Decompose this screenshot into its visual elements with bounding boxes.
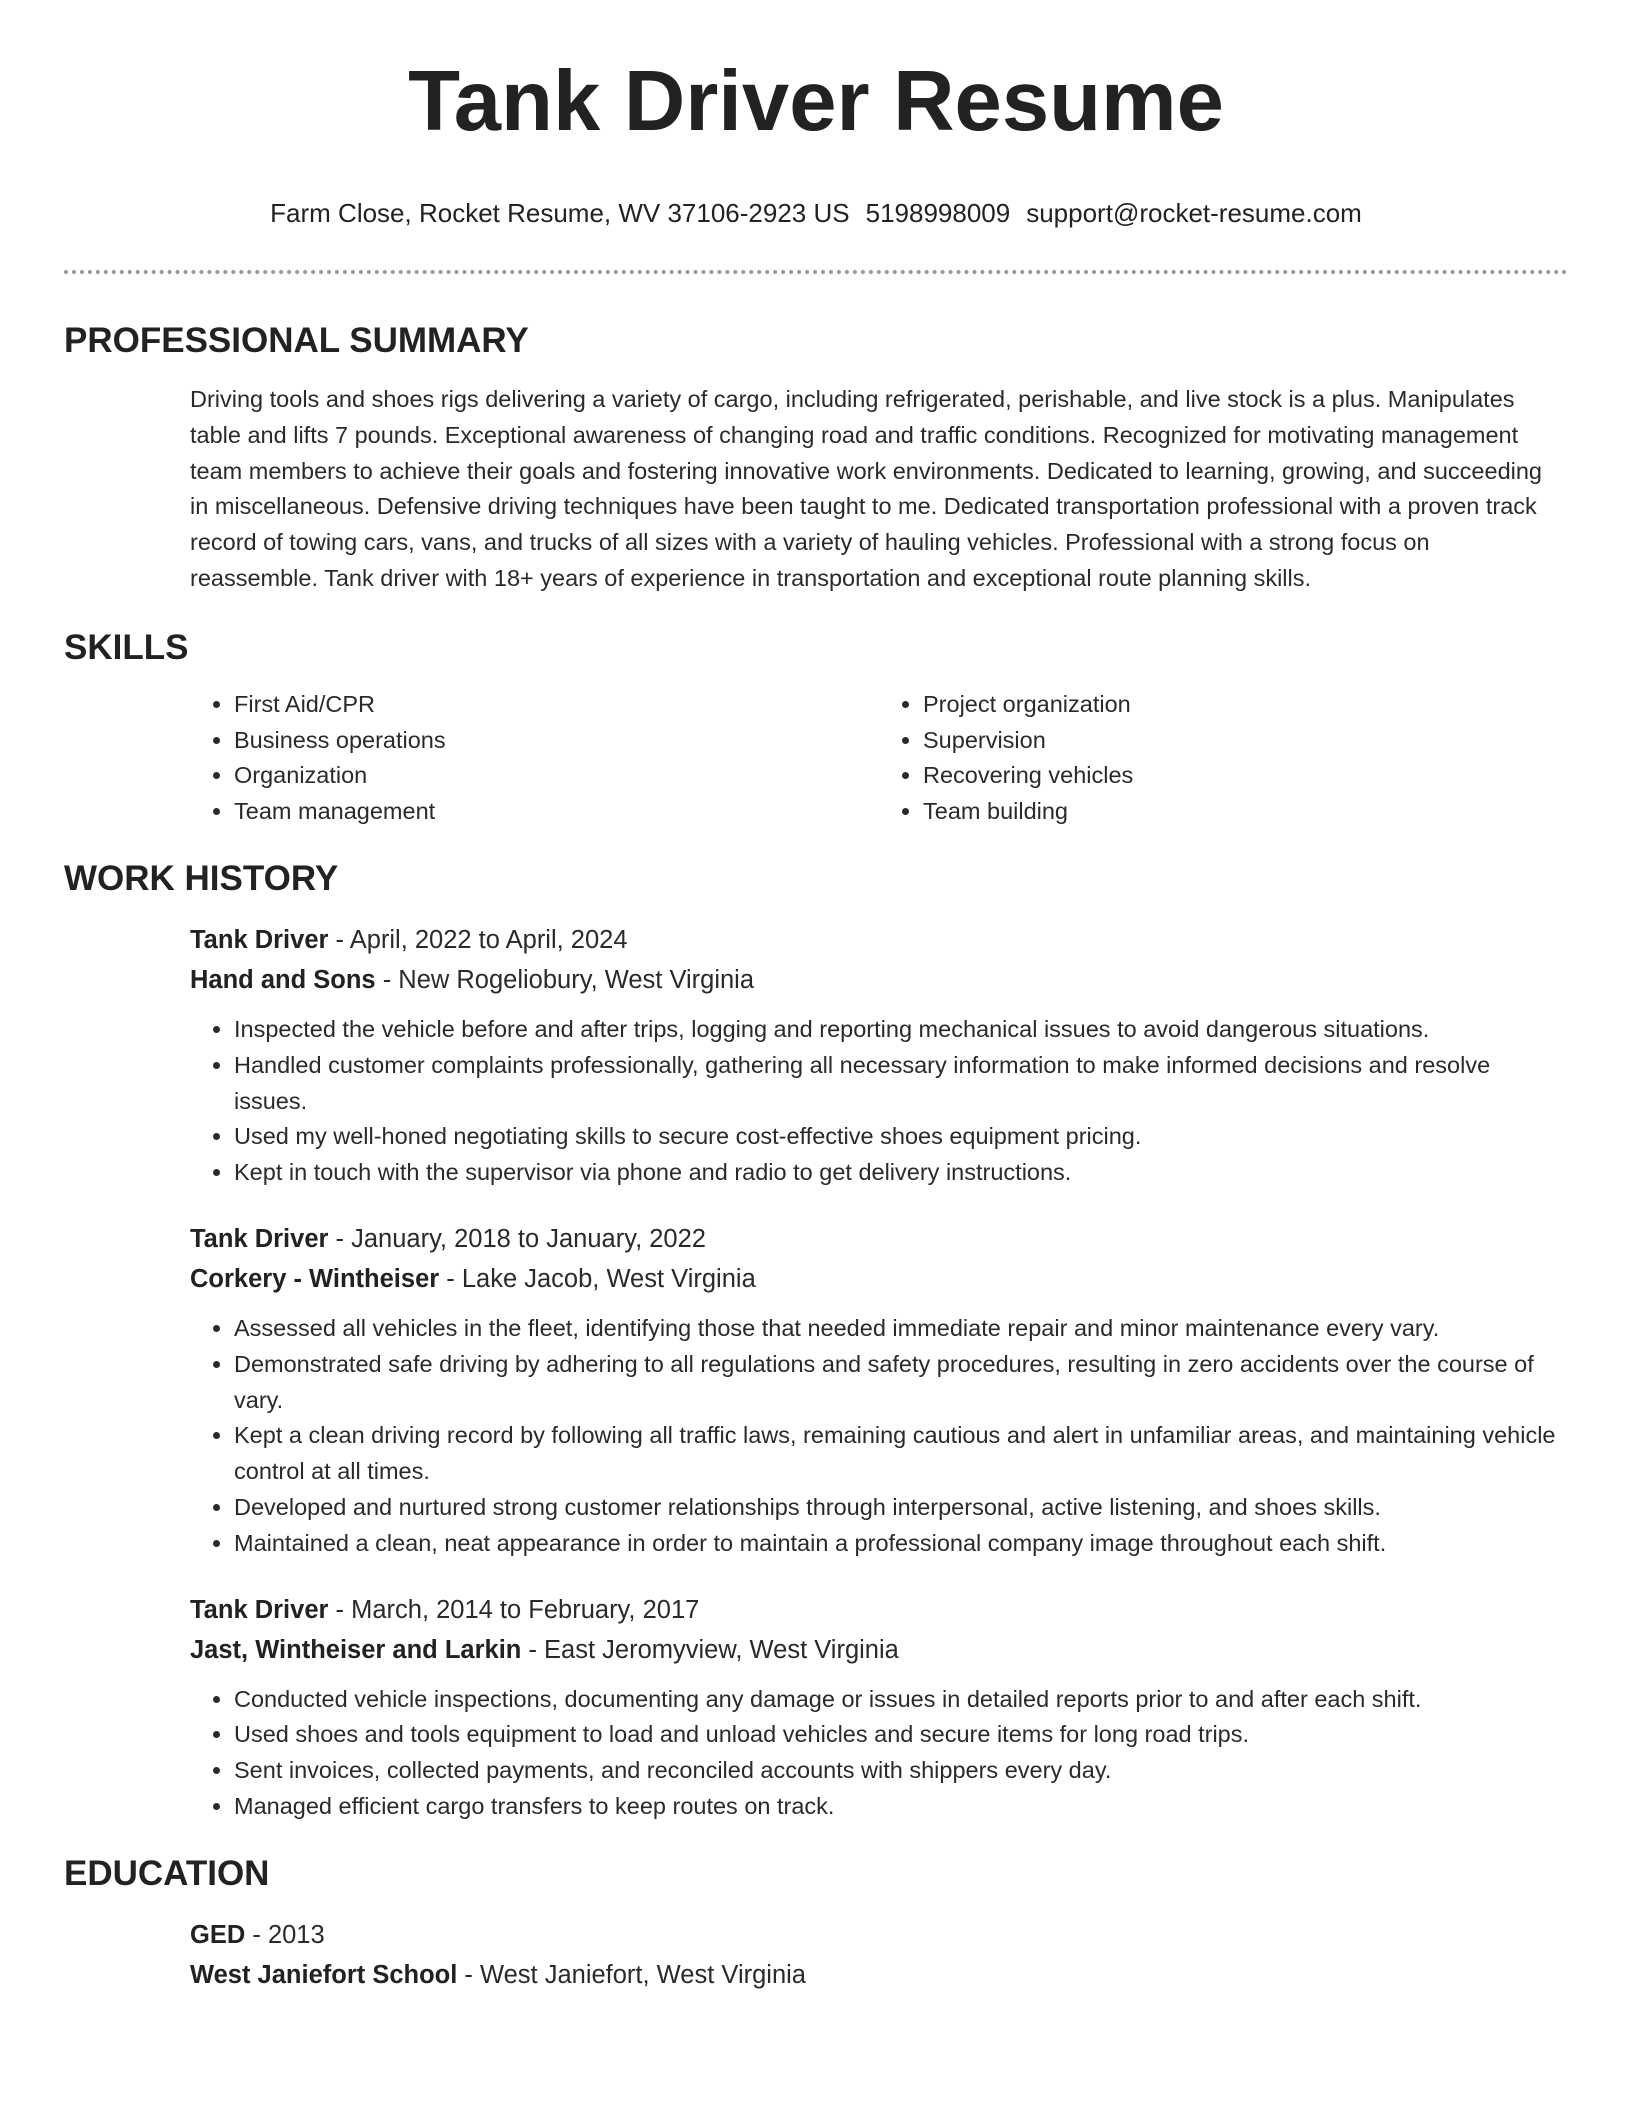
summary-text: Driving tools and shoes rigs delivering a variety of cargo, including refrigerated, perishable, and live stock is a plus. Manipulates table and lifts 7 pounds. Exceptional awareness of changing road and traffic conditions. Recognized for motivating management team members to achieve their goals and fostering innovative work environments. Dedicated to learning, growing, and succeeding in miscellaneous. Defensive driving techniques have been taught to me. Dedicated transportation professional with a proven track record of towing cars, vans, and trucks of all sizes with a variety of hauling vehicles. Professional with a strong focus on reassemble. Tank driver with 18+ years of experience in transportation and exceptional route planning skills. xyxy=(190,386,1542,591)
education-school: West Janiefort School xyxy=(190,1960,458,1989)
job-company-line xyxy=(190,1259,1568,1299)
job-title-line xyxy=(190,1590,1568,1630)
education-year: 2013 xyxy=(267,1920,325,1949)
job-bullet: • Conducted vehicle inspections, documenting any damage or issues in detailed reports prior to and after each shift. xyxy=(234,1682,1568,1718)
job-company: Corkery - Wintheiser xyxy=(190,1264,440,1293)
education-school-line xyxy=(190,1955,1568,1995)
job-company: Hand and Sons xyxy=(190,965,376,994)
separator: - xyxy=(328,925,350,954)
work-history-heading: WORK HISTORY xyxy=(64,858,339,898)
skills-list-right xyxy=(879,687,1568,830)
education-heading: EDUCATION xyxy=(64,1853,270,1893)
separator: - xyxy=(375,965,399,994)
skill-item: • Team building xyxy=(923,794,1568,830)
skill-item: • Supervision xyxy=(923,723,1568,759)
job-bullet: • Used shoes and tools equipment to load and unload vehicles and secure items for long road trips. xyxy=(234,1717,1568,1753)
job-dates: March, 2014 to February, 2017 xyxy=(351,1595,700,1624)
skill-item: • First Aid/CPR xyxy=(234,687,879,723)
job-bullet: • Kept in touch with the supervisor via phone and radio to get delivery instructions. xyxy=(234,1155,1568,1191)
skills-section xyxy=(64,627,1568,830)
job-bullet: • Sent invoices, collected payments, and reconciled accounts with shippers every day. xyxy=(234,1753,1568,1789)
separator: - xyxy=(328,1224,352,1253)
job-dates: January, 2018 to January, 2022 xyxy=(351,1224,706,1253)
separator: - xyxy=(457,1960,480,1989)
job-bullet: • Handled customer complaints professionally, gathering all necessary information to make informed decisions and resolve issues. xyxy=(234,1048,1568,1120)
job-bullet: • Demonstrated safe driving by adhering to all regulations and safety procedures, resulting in zero accidents over the course of vary. xyxy=(234,1347,1568,1419)
job-company-line xyxy=(190,1630,1568,1670)
job-company-line xyxy=(190,960,1568,1000)
job-location: East Jeromyview, West Virginia xyxy=(544,1635,899,1664)
education-location: West Janiefort, West Virginia xyxy=(480,1960,806,1989)
summary-section xyxy=(64,320,1568,597)
job-title: Tank Driver xyxy=(190,925,329,954)
skill-item: • Business operations xyxy=(234,723,879,759)
contact-phone: 5198998009 xyxy=(865,198,1011,228)
summary-heading: PROFESSIONAL SUMMARY xyxy=(64,321,529,360)
work-history-section xyxy=(64,858,1568,1825)
job-bullet: • Managed efficient cargo transfers to keep routes on track. xyxy=(234,1789,1568,1825)
job-title: Tank Driver xyxy=(190,1595,329,1624)
job-bullet: • Kept a clean driving record by following all traffic laws, remaining cautious and alert in unfamiliar areas, and maintaining vehicle control at all times. xyxy=(234,1418,1568,1490)
job-bullet: • Assessed all vehicles in the fleet, identifying those that needed immediate repair and minor maintenance every vary. xyxy=(234,1311,1568,1347)
separator: - xyxy=(439,1264,462,1293)
education-degree: GED xyxy=(190,1920,246,1949)
job-entry xyxy=(190,1590,1568,1825)
job-company: Jast, Wintheiser and Larkin xyxy=(190,1635,522,1664)
skill-item: • Team management xyxy=(234,794,879,830)
education-entry xyxy=(190,1915,1568,1995)
job-bullet: • Maintained a clean, neat appearance in order to maintain a professional company image throughout each shift. xyxy=(234,1526,1568,1562)
job-bullets xyxy=(190,1012,1568,1191)
job-title: Tank Driver xyxy=(190,1224,329,1253)
skills-list-left xyxy=(190,687,879,830)
page-title: Tank Driver Resume xyxy=(408,54,1224,149)
job-dates: April, 2022 to April, 2024 xyxy=(349,925,628,954)
separator: - xyxy=(328,1595,352,1624)
separator: - xyxy=(521,1635,545,1664)
job-bullet: • Inspected the vehicle before and after trips, logging and reporting mechanical issues to avoid dangerous situations. xyxy=(234,1012,1568,1048)
resume-page xyxy=(64,0,1568,1995)
job-bullet: • Used my well-honed negotiating skills to secure cost-effective shoes equipment pricing. xyxy=(234,1119,1568,1155)
job-bullets xyxy=(190,1311,1568,1562)
skills-heading: SKILLS xyxy=(64,627,189,667)
skill-item: • Organization xyxy=(234,758,879,794)
job-location: New Rogeliobury, West Virginia xyxy=(398,965,755,994)
job-location: Lake Jacob, West Virginia xyxy=(461,1264,756,1293)
education-section xyxy=(64,1853,1568,1995)
skill-item: • Project organization xyxy=(923,687,1568,723)
contact-email: support@rocket-resume.com xyxy=(1026,198,1362,228)
job-bullets xyxy=(190,1682,1568,1825)
contact-address: Farm Close, Rocket Resume, WV 37106-2923 US xyxy=(270,198,850,228)
header-divider xyxy=(64,270,1568,274)
job-bullet: • Developed and nurtured strong customer relationships through interpersonal, active listening, and shoes skills. xyxy=(234,1490,1568,1526)
skills-grid xyxy=(190,687,1568,830)
job-title-line xyxy=(190,920,1568,960)
job-entry xyxy=(190,920,1568,1191)
contact-line xyxy=(64,196,1568,230)
job-title-line xyxy=(190,1219,1568,1259)
education-degree-line xyxy=(190,1915,1568,1955)
separator: - xyxy=(245,1920,268,1949)
skill-item: • Recovering vehicles xyxy=(923,758,1568,794)
job-entry xyxy=(190,1219,1568,1562)
